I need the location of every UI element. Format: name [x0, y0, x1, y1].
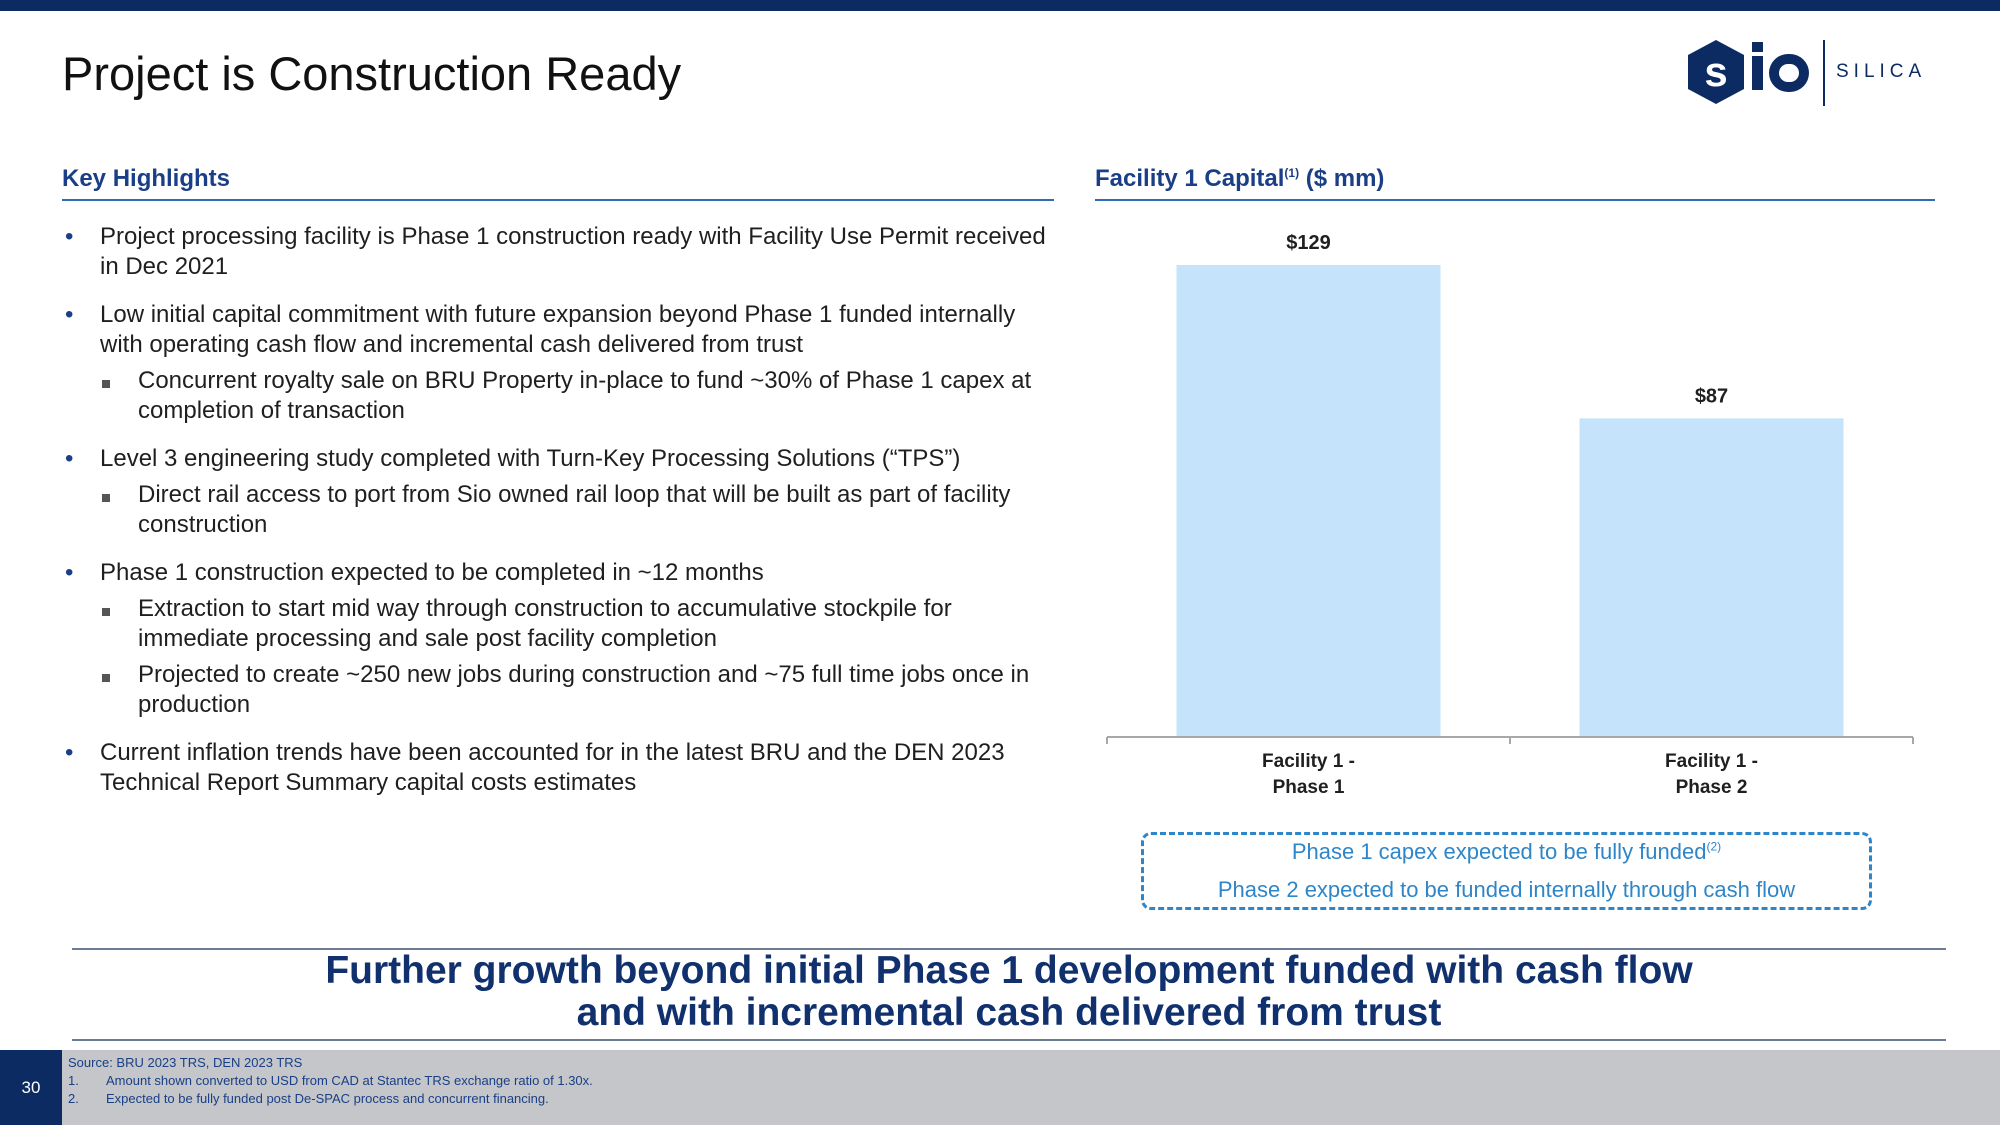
footnote-text: Amount shown converted to USD from CAD at Stantec TRS exchange ratio of 1.30x.	[106, 1073, 593, 1088]
banner-line-2: and with incremental cash delivered from trust	[576, 991, 1442, 1034]
data-label: $87	[1694, 385, 1729, 408]
logo-divider	[1823, 40, 1825, 106]
growth-banner	[72, 950, 1946, 1034]
sub-highlight-item	[100, 594, 1052, 654]
category-label: Facility 1 -	[1262, 751, 1355, 772]
highlight-text: Level 3 engineering study completed with Turn-Key Processing Solutions (“TPS”)	[100, 445, 961, 472]
top-accent-bar	[0, 0, 2000, 11]
footnote-2	[68, 1090, 593, 1108]
category-label: Phase 1	[1272, 777, 1345, 798]
page-number: 30	[0, 1050, 62, 1125]
sub-highlight-text: Extraction to start mid way through construction to accumulative stockpile for immediate processing and sale post facility completion	[138, 595, 952, 652]
bar	[1177, 265, 1441, 736]
square-bullet	[102, 494, 110, 502]
bullet-dot: •	[65, 223, 74, 250]
category-label: Facility 1 -	[1665, 751, 1758, 772]
key-highlights-heading: Key Highlights	[62, 165, 231, 192]
banner-line-1: Further growth beyond initial Phase 1 development funded with cash flow	[325, 949, 1693, 992]
callout-line-1	[1144, 839, 1869, 865]
sub-highlight-text: Projected to create ~250 new jobs during construction and ~75 full time jobs once in production	[138, 661, 1030, 718]
facility-capital-rule	[1095, 199, 1935, 201]
footnote-number: 1.	[68, 1073, 79, 1088]
category-label: Phase 2	[1675, 777, 1748, 798]
highlight-item	[62, 222, 1052, 282]
facility-capital-heading-text: Facility 1 Capital	[1095, 165, 1285, 192]
callout-line-2: Phase 2 expected to be funded internally through cash flow	[1217, 877, 1796, 902]
footnote-1	[68, 1072, 593, 1090]
highlight-item	[62, 558, 1052, 720]
logo-i-letter	[1752, 56, 1763, 90]
sio-hexagon-mark	[1682, 38, 1812, 110]
facility-capital-heading-unit: ($ mm)	[1299, 165, 1385, 192]
footnotes	[68, 1054, 593, 1108]
bullet-dot: •	[65, 445, 74, 472]
square-bullet	[102, 380, 110, 388]
footnote-ref: (1)	[1284, 166, 1300, 180]
data-label: $129	[1286, 232, 1331, 254]
sub-highlight-item	[100, 660, 1052, 720]
funding-callout	[1141, 832, 1872, 910]
highlight-text: Low initial capital commitment with future expansion beyond Phase 1 funded internally with operating cash flow and incremental cash delivered from trust	[100, 301, 1016, 358]
highlight-item	[62, 300, 1052, 426]
bar-chart-svg	[1095, 220, 1935, 810]
highlights-list	[62, 222, 1052, 816]
footnote-number: 2.	[68, 1091, 79, 1106]
square-bullet	[102, 674, 110, 682]
bullet-dot: •	[65, 301, 74, 328]
highlight-text: Current inflation trends have been accounted for in the latest BRU and the DEN 2023 Technical Report Summary capital costs estimates	[100, 739, 1005, 796]
highlight-item	[62, 738, 1052, 798]
highlight-text: Phase 1 construction expected to be completed in ~12 months	[100, 559, 764, 586]
banner-bottom-rule	[72, 1039, 1946, 1041]
sio-silica-logo	[1682, 38, 1942, 110]
sub-highlight-item	[100, 480, 1052, 540]
facility-capital-chart	[1095, 220, 1935, 810]
callout-line-1-text: Phase 1 capex expected to be fully funded	[1291, 839, 1707, 864]
key-highlights-rule	[62, 199, 1054, 201]
bar	[1580, 418, 1844, 736]
bullet-dot: •	[65, 559, 74, 586]
bullet-dot: •	[65, 739, 74, 766]
logo-wordmark: SILICA	[1836, 61, 1927, 82]
facility-capital-heading	[1095, 165, 1384, 193]
sub-highlight-text: Concurrent royalty sale on BRU Property in-place to fund ~30% of Phase 1 capex at completion of transaction	[138, 367, 1032, 424]
sub-highlight-item	[100, 366, 1052, 426]
footer	[0, 1050, 2000, 1125]
footnote-text: Expected to be fully funded post De-SPAC process and concurrent financing.	[106, 1091, 549, 1106]
source-note: Source: BRU 2023 TRS, DEN 2023 TRS	[68, 1055, 303, 1070]
square-bullet	[102, 608, 110, 616]
highlight-item	[62, 444, 1052, 540]
page-title: Project is Construction Ready	[62, 47, 682, 100]
sub-highlight-text: Direct rail access to port from Sio owned rail loop that will be built as part of facility construction	[138, 481, 1011, 538]
highlight-text: Project processing facility is Phase 1 construction ready with Facility Use Permit received in Dec 2021	[100, 223, 1046, 280]
logo-s-letter: s	[1704, 48, 1728, 95]
footnote-ref: (2)	[1706, 839, 1722, 854]
